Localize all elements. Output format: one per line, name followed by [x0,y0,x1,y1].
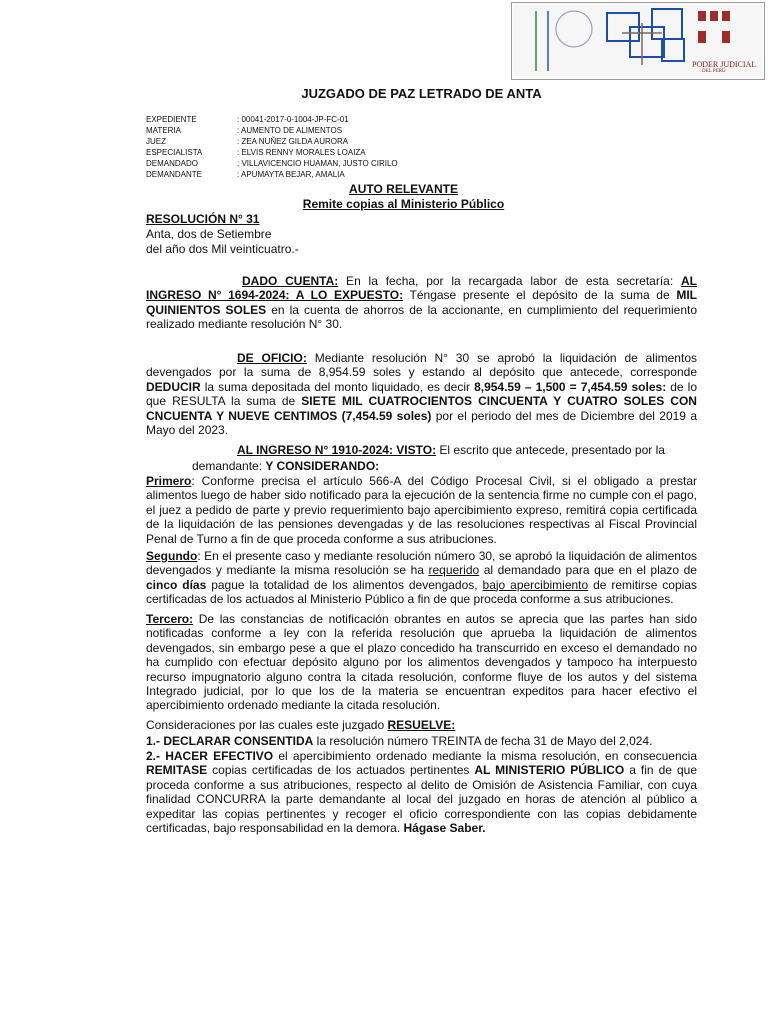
metadata-row [146,158,398,169]
total-words: SIETE MIL CUATROCIENTOS CINCUENTA Y CUATRO SOLES CON CNCUENTA Y NUEVE CENTIMOS (7,454.59 soles) [146,394,697,423]
metadata-row [146,114,398,125]
metadata-label: MATERIA [146,126,181,135]
p2-text-4: por el periodo del mes de Diciembre del 2019 a Mayo del 2023. [146,408,697,438]
ingreso-1694-label: AL INGRESO N° 1694-2024: A LO EXPUESTO: [146,274,697,303]
item2-label: 2.- HACER EFECTIVO [146,749,274,763]
paragraph-de-oficio [146,351,697,437]
segundo-label: Segundo [146,549,198,563]
tercero-label: Tercero: [146,612,194,626]
deducir-label: DEDUCIR [146,379,201,394]
p2-text-3: de lo que RESULTA la suma de [146,379,697,409]
considerando-label: Y CONSIDERANDO: [265,459,380,473]
metadata-label: EXPEDIENTE [146,115,197,124]
metadata-row [146,169,398,180]
metadata-row [146,147,398,158]
tercero-text: De las constancias de notificación obrantes en autos se aprecia que las partes han sido notificadas conforme a ley con la referida resolución que aprueba la liquidación de alimentos devengados, sin embargo pese a que el plazo concedido ha transcurrido en exceso el demandado no ha cumplido con efectuar depósito alguno por los alimentos devengados y tampoco ha interpuesto recurso impugnatorio alguno contra la citada resolución, conforme fluye de los autos y del sistema Integrado judicial, por lo que los de la materia se encuentran expeditos para hacer efectivo el apercibimiento ordenado mediante la citada resolución. [146,612,697,713]
case-metadata [146,114,398,180]
metadata-row [146,136,398,147]
heading-auto-relevante: AUTO RELEVANTE [349,182,458,196]
paragraph-visto [146,443,697,457]
logo-line2: DEL PERÚ [702,69,726,74]
paragraph-segundo [146,549,697,607]
primero-text: : Conforme precisa el artículo 566-A del Código Procesal Civil, si el obligado a prestar alimentos luego de haber sido notificado para la ejecución de la sentencia firme no cumple con el pago, el juez a pedido de parte y previo requerimiento bajo apercibimiento expreso, remitirá copia certificada de la liquidación de las pensiones devengadas y de las resoluciones respectivas al Fiscal Provincial Penal de Turno a fin de que proceda conforme a sus atribuciones. [146,474,697,546]
p1-text: En la fecha, por la recargada labor de esta secretaría: [338,274,681,288]
amount-words: MIL QUINIENTOS SOLES [146,288,697,317]
heading-remite-copias: Remite copias al Ministerio Público [302,197,505,211]
segundo-text-2: al demandado para que en el plazo de [479,563,697,578]
segundo-text: : En el presente caso y mediante resolución número 30, se aprobó la liquidación de alimentos devengados y mediante la misma resolución se ha [146,549,697,578]
metadata-value: : ZEA NUÑEZ GILDA AURORA [237,137,349,146]
requerido-text: requerido [428,563,480,578]
cinco-dias-text: cinco días [146,577,207,592]
paragraph-dado-cuenta [146,274,697,332]
paragraph-tercero [146,612,697,713]
item1-label: 1.- DECLARAR CONSENTIDA [146,734,314,748]
dado-cuenta-label: DADO CUENTA: [242,274,339,288]
resolution-item-2 [146,749,697,835]
bajo-apercibimiento-text: bajo apercibimiento [482,577,589,592]
court-title: JUZGADO DE PAZ LETRADO DE ANTA [301,86,542,101]
p3-demandante: demandante: [192,459,266,473]
segundo-text-4: de remitirse copias certificadas de los actuados al Ministerio Público a fin de que proceda conforme a sus atribuciones. [146,577,697,607]
item2-text-2: copias certificadas de los actuados pertinentes [207,763,475,778]
ministerio-publico-label: AL MINISTERIO PÚBLICO [474,763,625,778]
ingreso-1910-label: AL INGRESO N° 1910-2024: VISTO: [237,443,437,457]
item2-text: el apercibimiento ordenado mediante la misma resolución, en consecuencia [273,749,697,763]
segundo-text-3: pague la totalidad de los alimentos devengados, [206,577,483,592]
date-line-1: Anta, dos de Setiembre [146,227,272,241]
primero-label: Primero [146,474,192,488]
p2-text-2: la suma depositada del monto liquidado, es decir [200,379,475,394]
hagase-saber: Hágase Saber. [403,821,486,836]
date-line-2: del año dos Mil veinticuatro.- [146,242,299,256]
paragraph-considerando [192,459,692,473]
p1-text-2: Téngase presente el depósito de la suma de [403,288,677,303]
p3-text: El escrito que antecede, presentado por la [436,443,665,457]
metadata-value: : AUMENTO DE ALIMENTOS [237,126,343,135]
metadata-row [146,125,398,136]
item1-text: la resolución número TREINTA de fecha 31 de Mayo del 2,024. [313,734,653,748]
p2-text: Mediante resolución N° 30 se aprobó la liquidación de alimentos devengados por la suma de 8,954.59 soles y estando al depósito que antecede, corresponde [146,351,697,380]
paragraph-primero [146,474,697,546]
resuelve-label: RESUELVE: [387,718,456,732]
remitase-label: REMITASE [146,763,208,778]
resolution-item-1 [146,734,697,748]
calculation: 8,954.59 – 1,500 = 7,454.59 soles: [474,379,667,394]
metadata-label: ESPECIALISTA [146,148,203,157]
metadata-value: : ELVIS RENNY MORALES LOAIZA [237,148,366,157]
metadata-label: JUEZ [146,137,166,146]
metadata-value: : VILLAVICENCIO HUAMAN, JUSTO CIRILO [237,159,398,168]
resuelve-text: Consideraciones por las cuales este juzgado [146,718,388,732]
p1-text-3: en la cuenta de ahorros de la accionante, en cumplimiento del requerimiento realizado mediante resolución N° 30. [146,302,698,332]
metadata-label: DEMANDANTE [146,170,203,179]
metadata-value: : APUMAYTA BEJAR, AMALIA [237,170,345,179]
resolution-number: RESOLUCIÓN N° 31 [146,212,260,226]
paragraph-resuelve [146,718,697,732]
metadata-label: DEMANDADO [146,159,199,168]
de-oficio-label: DE OFICIO: [237,351,307,365]
metadata-value: : 00041-2017-0-1004-JP-FC-01 [237,115,349,124]
poder-judicial-logo [511,2,765,80]
logo-line1: PODER JUDICIAL [692,60,757,69]
item2-text-3: a fin de que proceda conforme a sus atribuciones, respecto al delito de Omisión de Asistencia Familiar, con cuya finalidad CONCURRA la parte demandante al local del juzgado en horas de atención al público a expeditar las copias pertinentes y recoger el oficio correspondiente con las copias debidamente certificadas, bajo responsabilidad en la demora. [146,763,698,836]
